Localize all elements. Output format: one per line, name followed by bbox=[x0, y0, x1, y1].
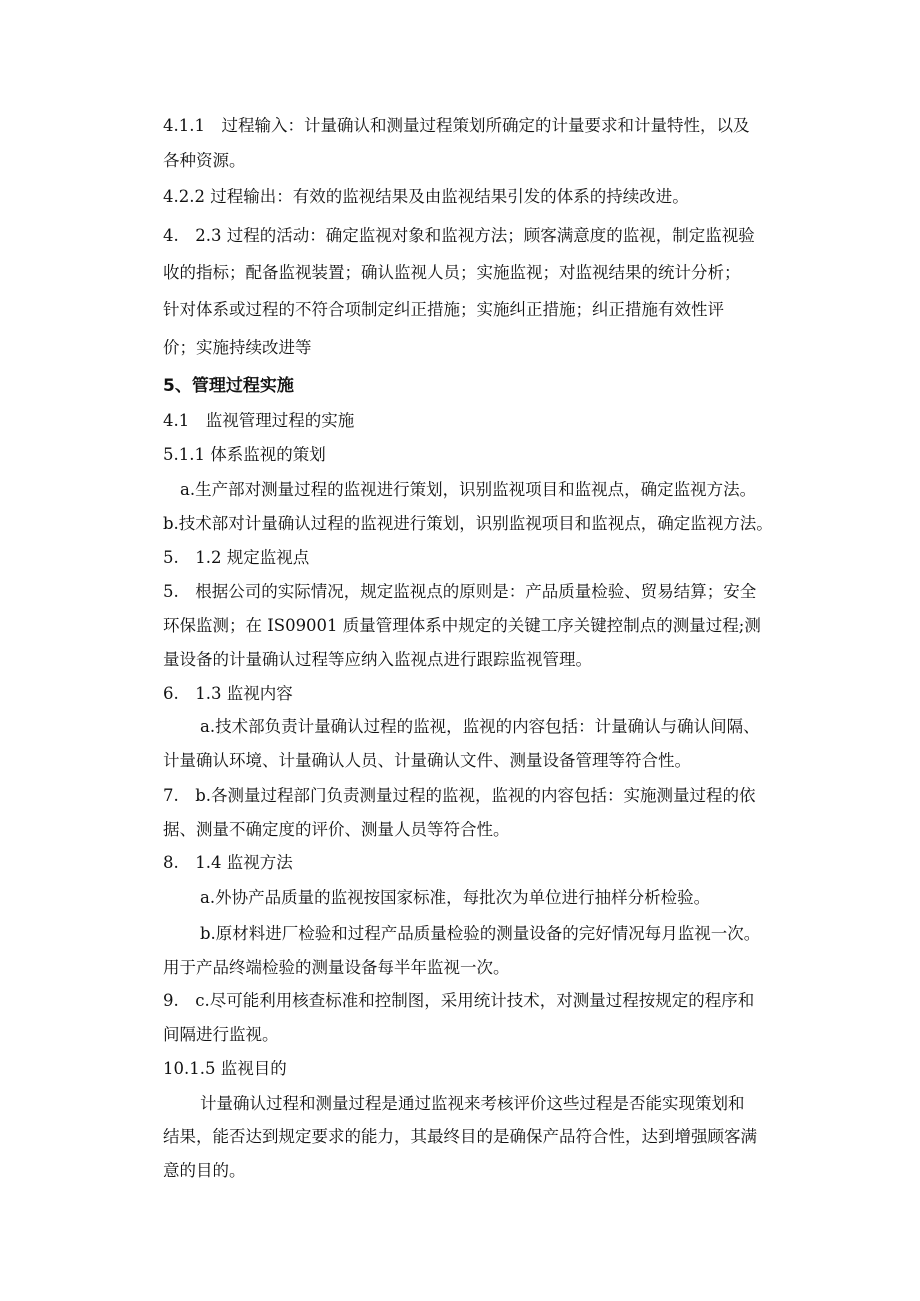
para-7-line1: 7. b.各测量过程部门负责测量过程的监视，监视的内容包括：实施测量过程的依 bbox=[163, 786, 756, 805]
section-8-1-4: 8. 1.4 监视方法 bbox=[163, 853, 293, 872]
section-5-1-1-a: a.生产部对测量过程的监视进行策划，识别监视项目和监视点，确定监视方法。 bbox=[180, 480, 757, 499]
para-7-line2: 据、测量不确定度的评价、测量人员等符合性。 bbox=[163, 820, 510, 839]
para-10-line2: 结果，能否达到规定要求的能力，其最终目的是确保产品符合性，达到增强顾客满 bbox=[163, 1127, 757, 1146]
section-4-2-3-line1: 4. 2.3 过程的活动：确定监视对象和监视方法；顾客满意度的监视，制定监视验 bbox=[163, 226, 755, 245]
section-5-1-1: 5.1.1 体系监视的策划 bbox=[163, 445, 326, 464]
para-5-line1: 5. 根据公司的实际情况，规定监视点的原则是：产品质量检验、贸易结算；安全 bbox=[163, 582, 757, 601]
section-6-1-3-a-line2: 计量确认环境、计量确认人员、计量确认文件、测量设备管理等符合性。 bbox=[163, 751, 691, 770]
para-5-line2: 环保监测；在 IS09001 质量管理体系中规定的关键工序关键控制点的测量过程;测 bbox=[163, 616, 761, 635]
section-8-1-4-b-line2: 用于产品终端检验的测量设备每半年监视一次。 bbox=[163, 958, 510, 977]
para-5-line3: 量设备的计量确认过程等应纳入监视点进行跟踪监视管理。 bbox=[163, 650, 592, 669]
section-8-1-4-b-line1: b.原材料进厂检验和过程产品质量检验的测量设备的完好情况每月监视一次。 bbox=[200, 924, 761, 943]
para-10-line3: 意的目的。 bbox=[163, 1161, 246, 1180]
section-6-1-3: 6. 1.3 监视内容 bbox=[163, 684, 293, 703]
para-10-line1: 计量确认过程和测量过程是通过监视来考核评价这些过程是否能实现策划和 bbox=[200, 1094, 745, 1113]
section-4-2-3-line3: 针对体系或过程的不符合项制定纠正措施；实施纠正措施；纠正措施有效性评 bbox=[163, 300, 724, 319]
section-4-2-2: 4.2.2 过程输出：有效的监视结果及由监视结果引发的体系的持续改进。 bbox=[163, 187, 689, 206]
section-4-1: 4.1 监视管理过程的实施 bbox=[163, 411, 355, 430]
section-8-1-4-a: a.外协产品质量的监视按国家标准，每批次为单位进行抽样分析检验。 bbox=[200, 888, 711, 907]
section-6-1-3-a-line1: a.技术部负责计量确认过程的监视，监视的内容包括：计量确认与确认间隔、 bbox=[200, 717, 760, 736]
para-9-line2: 间隔进行监视。 bbox=[163, 1025, 279, 1044]
section-5-1-1-b: b.技术部对计量确认过程的监视进行策划，识别监视项目和监视点，确定监视方法。 bbox=[163, 514, 773, 533]
section-10-1-5: 10.1.5 监视目的 bbox=[163, 1059, 287, 1078]
para-9-line1: 9. c.尽可能利用核查标准和控制图，采用统计技术，对测量过程按规定的程序和 bbox=[163, 991, 755, 1010]
section-5-1-2: 5. 1.2 规定监视点 bbox=[163, 548, 310, 567]
section-4-2-3-line4: 价；实施持续改进等 bbox=[163, 338, 312, 357]
heading-5: 5、管理过程实施 bbox=[163, 376, 294, 396]
section-4-2-3-line2: 收的指标；配备监视装置；确认监视人员；实施监视；对监视结果的统计分析； bbox=[163, 263, 741, 282]
section-4-1-1-line1: 4.1.1 过程输入：计量确认和测量过程策划所确定的计量要求和计量特性，以及 bbox=[163, 116, 750, 135]
section-4-1-1-line2: 各种资源。 bbox=[163, 151, 246, 170]
